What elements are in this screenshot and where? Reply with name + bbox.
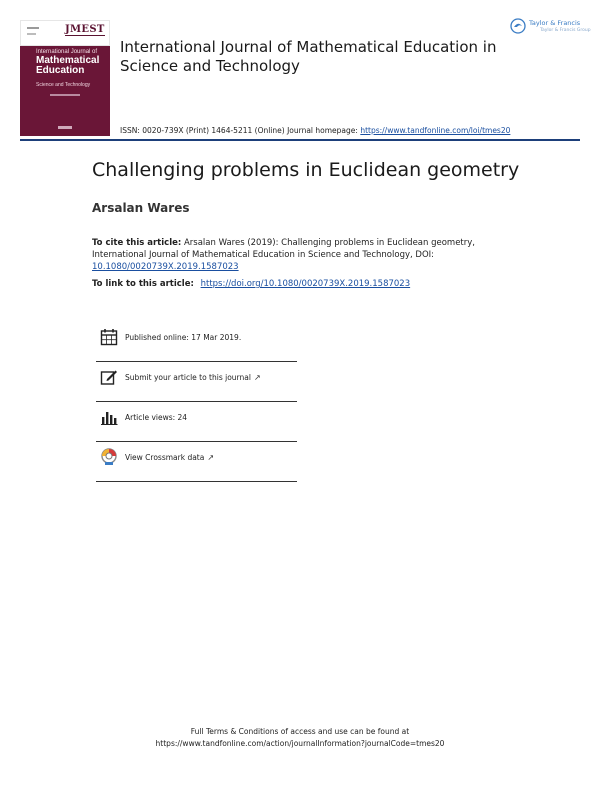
crossmark-link[interactable] (125, 453, 214, 462)
journal-title: International Journal of Mathematical Education in Science and Technology (120, 38, 497, 75)
article-doi-url-link[interactable]: https://doi.org/10.1080/0020739X.2019.1587023 (200, 279, 411, 289)
edit-icon (100, 368, 118, 386)
cover-header-strip (20, 20, 110, 46)
crossmark-icon (100, 448, 118, 466)
cover-small-text (27, 33, 36, 35)
row-divider (96, 481, 297, 483)
journal-cover[interactable] (20, 46, 110, 136)
submit-row[interactable] (96, 362, 297, 402)
publisher-logo[interactable] (510, 17, 591, 37)
link-label: To link to this article: (92, 279, 194, 289)
cite-label: To cite this article: (92, 238, 182, 248)
submit-article-link[interactable] (125, 373, 261, 382)
bar-chart-icon (100, 408, 118, 426)
publisher-name: Taylor & Francis (529, 19, 581, 27)
views-row (96, 402, 297, 442)
cite-text: Arsalan Wares (2019): Challenging problems in Euclidean geometry, International Journal of Mathematical Education in Science and Technology, DOI: (92, 238, 475, 260)
footer (0, 726, 600, 750)
cover-title-main: Mathematical Education (36, 55, 100, 76)
article-link-line (92, 279, 410, 289)
doi-link[interactable]: 10.1080/0020739X.2019.1587023 (92, 262, 239, 272)
footer-terms-text: Full Terms & Conditions of access and use can be found at (190, 727, 410, 736)
article-views: Article views: 24 (125, 413, 188, 422)
issn-line (120, 126, 510, 135)
cover-badge: JMEST (65, 24, 105, 35)
external-link-icon: ↗ (253, 373, 261, 382)
cover-publisher-mark (58, 126, 72, 129)
citation-block (92, 237, 502, 273)
crossmark-row[interactable] (96, 442, 297, 482)
issn-text: ISSN: 0020-739X (Print) 1464-5211 (Online) Journal homepage: (120, 126, 358, 135)
crossmark-label: View Crossmark data (125, 453, 205, 462)
header-divider (20, 139, 580, 141)
calendar-icon (100, 328, 118, 346)
publisher-tagline: Taylor & Francis Group (540, 28, 591, 33)
external-link-icon: ↗ (207, 453, 215, 462)
published-row (96, 322, 297, 362)
cover-small-text (27, 27, 39, 29)
taylor-francis-logo-icon (510, 18, 526, 34)
journal-homepage-link[interactable]: https://www.tandfonline.com/loi/tmes20 (360, 126, 511, 135)
article-author[interactable]: Arsalan Wares (92, 201, 190, 215)
cover-title-line: Science and Technology (36, 82, 91, 88)
cover-title-line: International Journal of (36, 49, 98, 55)
published-date: Published online: 17 Mar 2019. (125, 333, 242, 342)
article-title: Challenging problems in Euclidean geometry (92, 159, 520, 181)
submit-article-label: Submit your article to this journal (125, 373, 251, 382)
cover-divider (50, 94, 80, 96)
footer-terms-url[interactable]: https://www.tandfonline.com/action/journalInformation?journalCode=tmes20 (155, 739, 445, 748)
